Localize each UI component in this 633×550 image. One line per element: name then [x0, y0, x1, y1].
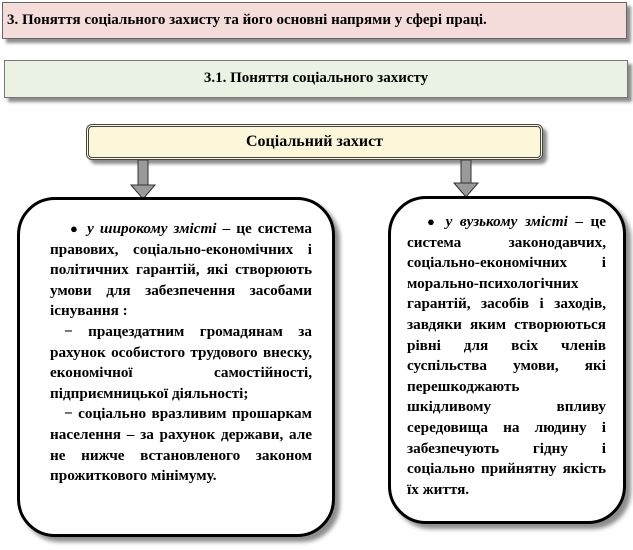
- section-title-text: 3.1. Поняття соціального захисту: [203, 70, 429, 86]
- broad-meaning-text: – це система правових, соціально-економічних і політичних гарантій, які створюють умови для забезпечення засобами існування :: [50, 220, 313, 320]
- root-node: [86, 124, 543, 160]
- page-title: [2, 2, 627, 39]
- broad-meaning-definition: [50, 219, 312, 322]
- bullet-icon: ●: [70, 221, 81, 236]
- narrow-meaning-definition: [407, 212, 606, 500]
- narrow-meaning-panel: [388, 196, 626, 524]
- narrow-meaning-text: – це система законодавчих, соціально-економічних і морально-психологічних гарантій, засобів і заходів, завдяки яким створюються рівні для всіх членів суспільства умови, які перешкоджають шкідливому впливу середовища на людину і забезпечують гідну і соціально прийнятну якість їх життя.: [407, 213, 606, 498]
- section-title: [4, 60, 628, 98]
- broad-meaning-panel: [17, 197, 335, 537]
- root-node-label: Соціальний захист: [245, 133, 384, 150]
- bullet-icon: ●: [427, 214, 439, 229]
- arrow-right-icon: [453, 160, 479, 198]
- narrow-meaning-term: у вузькому змісті: [445, 213, 568, 230]
- broad-meaning-item-2: − соціально вразливим прошаркам населення – за рахунок держави, але не нижче встановленого законом прожиткового мінімуму.: [50, 405, 312, 485]
- broad-meaning-term: у широкому змісті: [87, 220, 217, 237]
- page-title-text: 3. Поняття соціального захисту та його основні напрями у сфері праці.: [7, 12, 487, 28]
- arrow-left-icon: [130, 160, 156, 200]
- broad-meaning-item-1: − працездатним громадянам за рахунок особистого трудового внеску, економічної самостійності, підприємницької діяльності;: [50, 322, 312, 402]
